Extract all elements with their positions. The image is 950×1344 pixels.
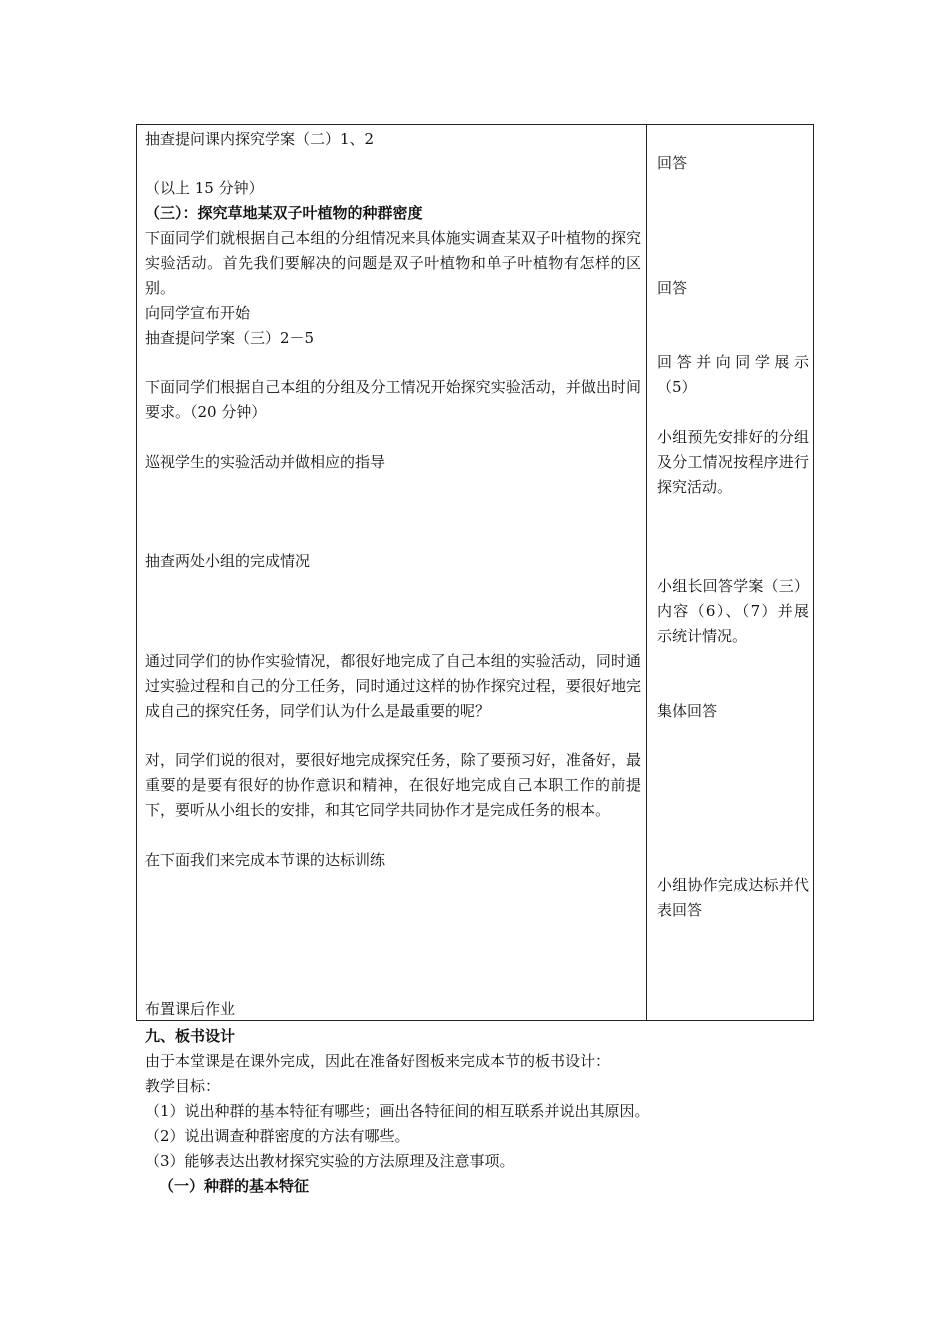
- section-three-heading: （三）：探究草地某双子叶植物的种群密度: [145, 204, 423, 222]
- subheading: （一）种群的基本特征: [159, 1177, 310, 1195]
- teacher-activity-4: 向同学宣布开始: [145, 304, 251, 322]
- teacher-activity-2: （以上 15 分钟）: [145, 179, 264, 197]
- student-activity-7: 小组协作完成达标并代表回答: [657, 876, 809, 919]
- teacher-activity-9: 通过同学们的协作实验情况，都很好地完成了自己本组的实验活动，同时通过实验过程和自己的分工任务，同时通过这样的协作探究过程，要很好地完成自己的探究任务，同学们认为什么是最重要的呢？: [145, 652, 641, 720]
- teacher-activity-1: 抽查提问课内探究学案（二）1、2: [145, 130, 375, 148]
- student-activity-6: 集体回答: [657, 702, 718, 720]
- goal-item-3: （3）能够表达出教材探究实验的方法原理及注意事项。: [145, 1152, 515, 1170]
- student-activity-1: 回答: [657, 154, 688, 172]
- student-activity-3: 回答并向同学展示（5）: [657, 353, 809, 396]
- teacher-activity-6: 下面同学们根据自己本组的分组及分工情况开始探究实验活动，并做出时间要求。（20 分钟）: [145, 378, 641, 421]
- teacher-activity-11: 在下面我们来完成本节课的达标训练: [145, 851, 386, 869]
- section-intro: 由于本堂课是在课外完成，因此在准备好图板来完成本节的板书设计：: [145, 1052, 611, 1070]
- teacher-activity-10: 对，同学们说的很对，要很好地完成探究任务，除了要预习好，准备好，最重要的是要有很好的协作意识和精神，在很好地完成自己本职工作的前提下，要听从小组长的安排，和其它同学共同协作才是完成任务的根本。: [145, 751, 641, 819]
- teacher-activity-5: 抽查提问学案（三）2－5: [145, 329, 315, 347]
- column-divider: [646, 125, 647, 1020]
- student-activity-5: 小组长回答学案（三）内容（6）、（7）并展示统计情况。: [657, 577, 809, 645]
- teacher-activity-8: 抽查两处小组的完成情况: [145, 552, 311, 570]
- teacher-activity-7: 巡视学生的实验活动并做相应的指导: [145, 453, 386, 471]
- lesson-table: [136, 124, 814, 1021]
- teacher-activity-12: 布置课后作业: [145, 1000, 236, 1018]
- goal-item-2: （2）说出调查种群密度的方法有哪些。: [145, 1127, 410, 1145]
- goals-label: 教学目标：: [145, 1077, 221, 1095]
- goal-item-1: （1）说出种群的基本特征有哪些；画出各特征间的相互联系并说出其原因。: [145, 1102, 650, 1120]
- student-activity-2: 回答: [657, 279, 688, 297]
- section-heading: 九、板书设计: [145, 1027, 236, 1045]
- student-activity-4: 小组预先安排好的分组及分工情况按程序进行探究活动。: [657, 428, 809, 496]
- teacher-activity-3: 下面同学们就根据自己本组的分组情况来具体施实调查某双子叶植物的探究实验活动。首先我们要解决的问题是双子叶植物和单子叶植物有怎样的区别。: [145, 229, 641, 297]
